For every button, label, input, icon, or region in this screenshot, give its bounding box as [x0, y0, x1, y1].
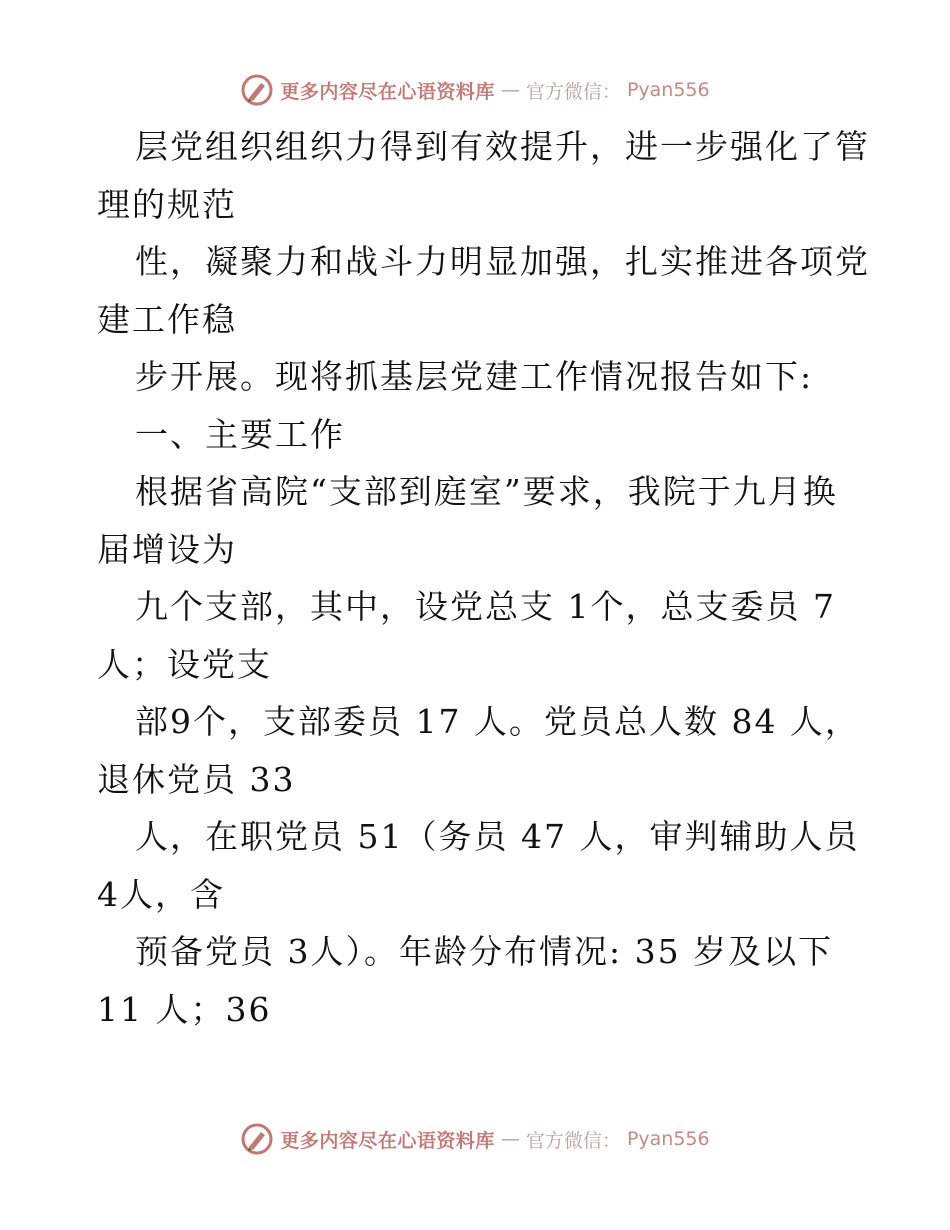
- pen-logo-icon: [240, 1122, 274, 1156]
- body-line: 人，在职党员 51（务员 47 人，审判辅助人员: [135, 817, 860, 856]
- body-line: 性，凝聚力和战斗力明显加强，扎实推进各项党: [135, 242, 870, 281]
- pen-logo-icon: [240, 73, 274, 107]
- watermark-label: 官方微信：: [525, 1129, 621, 1152]
- body-line: 根据省高院“支部到庭室”要求，我院于九月换: [135, 472, 838, 511]
- body-line: 届增设为: [97, 529, 237, 569]
- watermark-wechat-id: Pyan556: [626, 1128, 710, 1150]
- watermark-separator: —: [500, 79, 520, 101]
- watermark-brand: 更多内容尽在心语资料库: [280, 80, 495, 103]
- body-line: 步开展。现将抓基层党建工作情况报告如下:: [135, 357, 814, 396]
- body-line: 九个支部，其中，设党总支 1个，总支委员 7: [135, 587, 836, 626]
- section-heading: 一、主要工作: [135, 414, 345, 454]
- body-line: 理的规范: [97, 184, 237, 224]
- watermark-brand: 更多内容尽在心语资料库: [280, 1129, 495, 1152]
- watermark-separator: —: [500, 1128, 520, 1150]
- body-line: 4人，含: [97, 874, 225, 914]
- body-line: 建工作稳: [97, 299, 237, 339]
- footer-watermark: [0, 1119, 950, 1159]
- body-line: 部9个，支部委员 17 人。党员总人数 84 人，: [135, 702, 860, 741]
- watermark-label: 官方微信：: [525, 80, 621, 103]
- body-line: 层党组织组织力得到有效提升，进一步强化了管: [135, 127, 870, 166]
- body-line: 预备党员 3人）。年龄分布情况: 35 岁及以下: [135, 932, 834, 971]
- body-line: 11 人；36: [97, 989, 272, 1029]
- watermark-wechat-id: Pyan556: [626, 79, 710, 101]
- header-watermark: [0, 70, 950, 110]
- body-line: 退休党员 33: [97, 759, 296, 799]
- body-line: 人；设党支: [97, 644, 272, 684]
- document-body: [97, 118, 870, 1038]
